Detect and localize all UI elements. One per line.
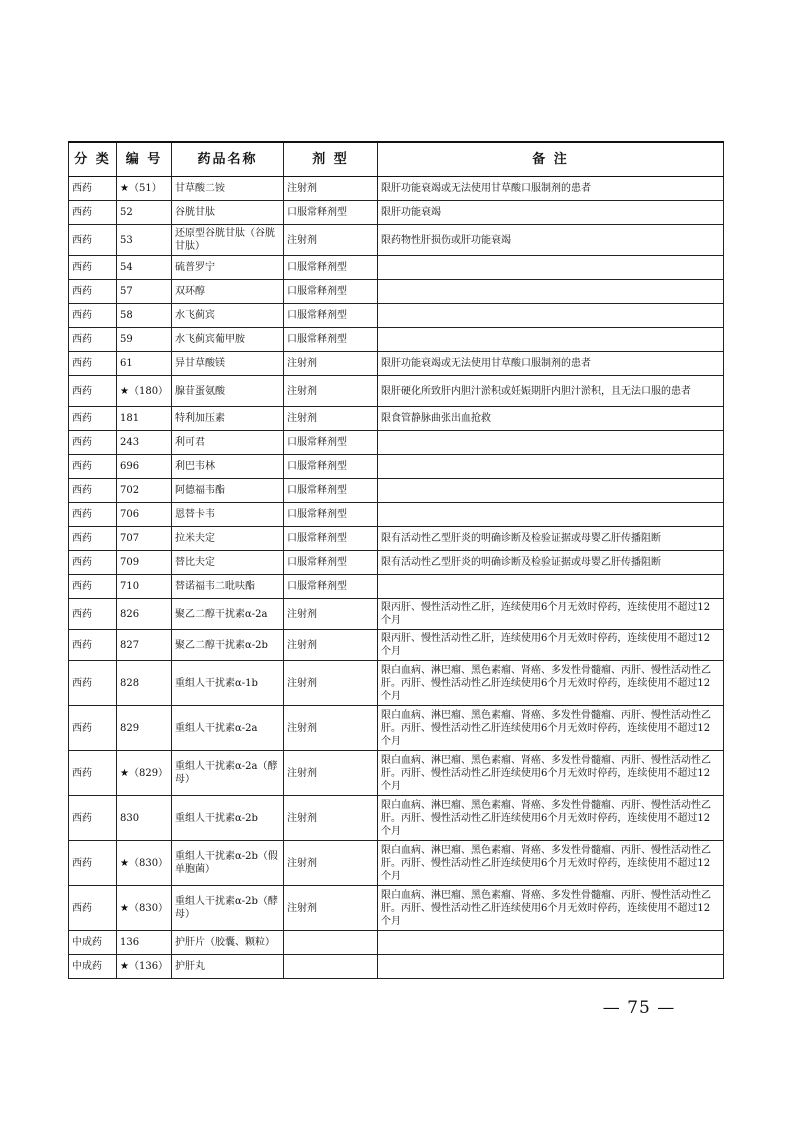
cell-number: 696 — [117, 455, 172, 479]
cell-category: 西药 — [69, 751, 117, 796]
cell-drug-name: 重组人干扰素α-1b — [172, 661, 284, 706]
cell-drug-name: 重组人干扰素α-2b（酵母） — [172, 886, 284, 931]
cell-drug-name: 甘草酸二铵 — [172, 177, 284, 201]
cell-number: 707 — [117, 527, 172, 551]
cell-drug-name: 护肝丸 — [172, 955, 284, 979]
cell-note — [378, 575, 724, 599]
table-row — [69, 201, 724, 225]
cell-note — [378, 256, 724, 280]
cell-category: 西药 — [69, 479, 117, 503]
cell-number: ★（180） — [117, 376, 172, 407]
cell-category: 西药 — [69, 841, 117, 886]
cell-number: 54 — [117, 256, 172, 280]
table-row — [69, 407, 724, 431]
cell-number: 53 — [117, 225, 172, 256]
cell-number: ★（829） — [117, 751, 172, 796]
cell-drug-name: 还原型谷胱甘肽（谷胱甘肽） — [172, 225, 284, 256]
cell-category: 西药 — [69, 431, 117, 455]
cell-drug-name: 双环醇 — [172, 280, 284, 304]
cell-drug-name: 重组人干扰素α-2b（假单胞菌） — [172, 841, 284, 886]
cell-drug-name: 腺苷蛋氨酸 — [172, 376, 284, 407]
cell-number: 828 — [117, 661, 172, 706]
cell-number: 709 — [117, 551, 172, 575]
cell-category: 西药 — [69, 630, 117, 661]
cell-drug-name: 硫普罗宁 — [172, 256, 284, 280]
table-row — [69, 431, 724, 455]
table-row — [69, 599, 724, 630]
cell-dosage-form: 注射剂 — [284, 599, 378, 630]
cell-note: 限丙肝、慢性活动性乙肝，连续使用6个月无效时停药，连续使用不超过12个月 — [378, 630, 724, 661]
cell-number: ★（830） — [117, 886, 172, 931]
cell-dosage-form: 注射剂 — [284, 352, 378, 376]
cell-category: 西药 — [69, 177, 117, 201]
cell-note: 限白血病、淋巴瘤、黑色素瘤、肾癌、多发性骨髓瘤、丙肝、慢性活动性乙肝。丙肝、慢性活动性乙肝连续使用6个月无效时停药，连续使用不超过12个月 — [378, 886, 724, 931]
cell-note: 限肝功能衰竭 — [378, 201, 724, 225]
cell-dosage-form: 口服常释剂型 — [284, 527, 378, 551]
cell-drug-name: 阿德福韦酯 — [172, 479, 284, 503]
table-row — [69, 304, 724, 328]
table-row — [69, 955, 724, 979]
cell-category: 西药 — [69, 886, 117, 931]
cell-dosage-form: 口服常释剂型 — [284, 304, 378, 328]
cell-note: 限药物性肝损伤或肝功能衰竭 — [378, 225, 724, 256]
table-row — [69, 479, 724, 503]
cell-dosage-form: 注射剂 — [284, 796, 378, 841]
table-row — [69, 706, 724, 751]
cell-dosage-form: 注射剂 — [284, 751, 378, 796]
cell-note: 限肝功能衰竭或无法使用甘草酸口服制剂的患者 — [378, 177, 724, 201]
cell-number: 59 — [117, 328, 172, 352]
cell-drug-name: 拉米夫定 — [172, 527, 284, 551]
table-row — [69, 630, 724, 661]
cell-dosage-form: 注射剂 — [284, 706, 378, 751]
table-row — [69, 661, 724, 706]
cell-number: ★（51） — [117, 177, 172, 201]
cell-number: 61 — [117, 352, 172, 376]
table-row — [69, 751, 724, 796]
cell-note — [378, 955, 724, 979]
cell-dosage-form: 注射剂 — [284, 407, 378, 431]
table-row — [69, 225, 724, 256]
cell-category: 西药 — [69, 575, 117, 599]
cell-drug-name: 护肝片（胶囊、颗粒） — [172, 931, 284, 955]
cell-number: ★（136） — [117, 955, 172, 979]
cell-category: 西药 — [69, 376, 117, 407]
cell-note: 限有活动性乙型肝炎的明确诊断及检验证据或母婴乙肝传播阻断 — [378, 527, 724, 551]
cell-drug-name: 恩替卡韦 — [172, 503, 284, 527]
header-drug-name: 药品名称 — [172, 142, 284, 177]
cell-category: 西药 — [69, 201, 117, 225]
cell-dosage-form: 注射剂 — [284, 886, 378, 931]
cell-drug-name: 水飞蓟宾葡甲胺 — [172, 328, 284, 352]
cell-note — [378, 931, 724, 955]
cell-category: 西药 — [69, 407, 117, 431]
cell-category: 西药 — [69, 599, 117, 630]
cell-note — [378, 304, 724, 328]
cell-note: 限白血病、淋巴瘤、黑色素瘤、肾癌、多发性骨髓瘤、丙肝、慢性活动性乙肝。丙肝、慢性活动性乙肝连续使用6个月无效时停药，连续使用不超过12个月 — [378, 706, 724, 751]
cell-category: 西药 — [69, 706, 117, 751]
cell-category: 中成药 — [69, 955, 117, 979]
cell-number: 829 — [117, 706, 172, 751]
header-category: 分 类 — [69, 142, 117, 177]
cell-category: 西药 — [69, 551, 117, 575]
cell-category: 西药 — [69, 225, 117, 256]
table-body — [69, 177, 724, 979]
cell-note: 限白血病、淋巴瘤、黑色素瘤、肾癌、多发性骨髓瘤、丙肝、慢性活动性乙肝。丙肝、慢性活动性乙肝连续使用6个月无效时停药，连续使用不超过12个月 — [378, 661, 724, 706]
cell-drug-name: 重组人干扰素α-2a（酵母） — [172, 751, 284, 796]
cell-drug-name: 水飞蓟宾 — [172, 304, 284, 328]
cell-dosage-form: 口服常释剂型 — [284, 201, 378, 225]
table-row — [69, 841, 724, 886]
cell-drug-name: 谷胱甘肽 — [172, 201, 284, 225]
cell-drug-name: 利可君 — [172, 431, 284, 455]
table-row — [69, 796, 724, 841]
cell-drug-name: 重组人干扰素α-2a — [172, 706, 284, 751]
cell-note: 限白血病、淋巴瘤、黑色素瘤、肾癌、多发性骨髓瘤、丙肝、慢性活动性乙肝。丙肝、慢性活动性乙肝连续使用6个月无效时停药，连续使用不超过12个月 — [378, 841, 724, 886]
table-row — [69, 575, 724, 599]
cell-category: 西药 — [69, 256, 117, 280]
cell-dosage-form: 口服常释剂型 — [284, 479, 378, 503]
cell-dosage-form: 注射剂 — [284, 376, 378, 407]
table-row — [69, 931, 724, 955]
cell-category: 西药 — [69, 280, 117, 304]
cell-category: 西药 — [69, 796, 117, 841]
cell-category: 西药 — [69, 304, 117, 328]
table-row — [69, 328, 724, 352]
cell-category: 西药 — [69, 527, 117, 551]
cell-note: 限食管静脉曲张出血抢救 — [378, 407, 724, 431]
cell-dosage-form: 口服常释剂型 — [284, 503, 378, 527]
table-row — [69, 177, 724, 201]
cell-note: 限白血病、淋巴瘤、黑色素瘤、肾癌、多发性骨髓瘤、丙肝、慢性活动性乙肝。丙肝、慢性活动性乙肝连续使用6个月无效时停药，连续使用不超过12个月 — [378, 751, 724, 796]
table-row — [69, 376, 724, 407]
cell-number: 136 — [117, 931, 172, 955]
cell-dosage-form: 口服常释剂型 — [284, 455, 378, 479]
table-row — [69, 256, 724, 280]
cell-note — [378, 503, 724, 527]
table-row — [69, 551, 724, 575]
table-row — [69, 886, 724, 931]
cell-note — [378, 328, 724, 352]
cell-drug-name: 替比夫定 — [172, 551, 284, 575]
cell-drug-name: 利巴韦林 — [172, 455, 284, 479]
page-number: — 75 — — [602, 998, 676, 1018]
cell-dosage-form: 口服常释剂型 — [284, 256, 378, 280]
table-row — [69, 352, 724, 376]
cell-number: 702 — [117, 479, 172, 503]
cell-note: 限丙肝、慢性活动性乙肝，连续使用6个月无效时停药，连续使用不超过12个月 — [378, 599, 724, 630]
cell-note: 限肝功能衰竭或无法使用甘草酸口服制剂的患者 — [378, 352, 724, 376]
cell-note: 限有活动性乙型肝炎的明确诊断及检验证据或母婴乙肝传播阻断 — [378, 551, 724, 575]
header-dosage-form: 剂 型 — [284, 142, 378, 177]
cell-dosage-form: 口服常释剂型 — [284, 431, 378, 455]
cell-category: 西药 — [69, 352, 117, 376]
cell-dosage-form: 口服常释剂型 — [284, 551, 378, 575]
table-row — [69, 455, 724, 479]
cell-note — [378, 431, 724, 455]
cell-dosage-form: 口服常释剂型 — [284, 575, 378, 599]
cell-number: 57 — [117, 280, 172, 304]
cell-category: 西药 — [69, 661, 117, 706]
cell-drug-name: 聚乙二醇干扰素α-2a — [172, 599, 284, 630]
cell-dosage-form: 注射剂 — [284, 177, 378, 201]
cell-dosage-form: 注射剂 — [284, 225, 378, 256]
cell-drug-name: 异甘草酸镁 — [172, 352, 284, 376]
cell-dosage-form: 注射剂 — [284, 841, 378, 886]
cell-note: 限肝硬化所致肝内胆汁淤积或妊娠期肝内胆汁淤积，且无法口服的患者 — [378, 376, 724, 407]
cell-dosage-form — [284, 931, 378, 955]
cell-dosage-form: 注射剂 — [284, 661, 378, 706]
cell-number: 52 — [117, 201, 172, 225]
cell-number: 181 — [117, 407, 172, 431]
cell-number: 710 — [117, 575, 172, 599]
cell-note — [378, 280, 724, 304]
cell-category: 西药 — [69, 503, 117, 527]
cell-drug-name: 替诺福韦二吡呋酯 — [172, 575, 284, 599]
cell-category: 西药 — [69, 328, 117, 352]
cell-number: 830 — [117, 796, 172, 841]
table-row — [69, 503, 724, 527]
table-row — [69, 527, 724, 551]
cell-number: 826 — [117, 599, 172, 630]
cell-number: 827 — [117, 630, 172, 661]
header-note: 备 注 — [378, 142, 724, 177]
cell-category: 西药 — [69, 455, 117, 479]
cell-note — [378, 455, 724, 479]
cell-drug-name: 聚乙二醇干扰素α-2b — [172, 630, 284, 661]
cell-number: 243 — [117, 431, 172, 455]
table-row — [69, 280, 724, 304]
cell-drug-name: 特利加压素 — [172, 407, 284, 431]
cell-number: 58 — [117, 304, 172, 328]
cell-dosage-form: 口服常释剂型 — [284, 328, 378, 352]
cell-dosage-form: 口服常释剂型 — [284, 280, 378, 304]
cell-dosage-form — [284, 955, 378, 979]
header-number: 编 号 — [117, 142, 172, 177]
cell-note — [378, 479, 724, 503]
cell-dosage-form: 注射剂 — [284, 630, 378, 661]
cell-note: 限白血病、淋巴瘤、黑色素瘤、肾癌、多发性骨髓瘤、丙肝、慢性活动性乙肝。丙肝、慢性活动性乙肝连续使用6个月无效时停药，连续使用不超过12个月 — [378, 796, 724, 841]
cell-category: 中成药 — [69, 931, 117, 955]
table-header — [69, 142, 724, 177]
cell-number: 706 — [117, 503, 172, 527]
drug-list-table — [68, 141, 724, 979]
cell-drug-name: 重组人干扰素α-2b — [172, 796, 284, 841]
cell-number: ★（830） — [117, 841, 172, 886]
